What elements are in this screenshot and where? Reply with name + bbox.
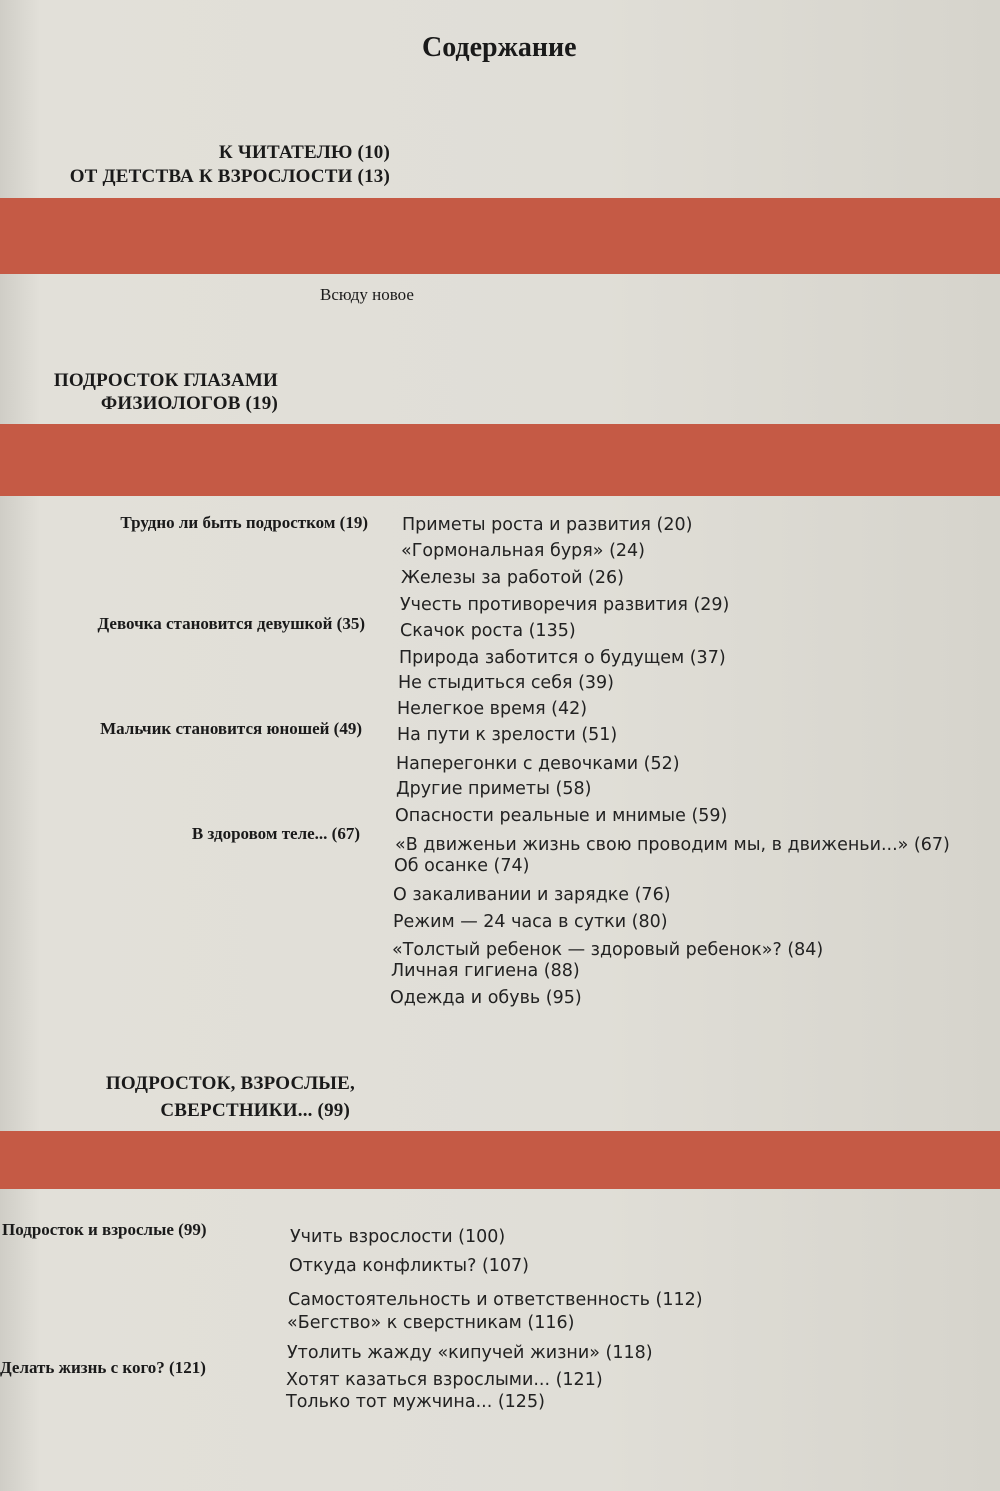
toc-item[interactable]: Природа заботится о будущем (37) [399, 648, 726, 668]
toc-item[interactable]: Опасности реальные и мнимые (59) [395, 806, 728, 826]
toc-group-label[interactable]: Подросток и взрослые (99) [2, 1220, 207, 1239]
red-band [0, 424, 1000, 496]
toc-item[interactable]: Об осанке (74) [394, 856, 530, 876]
section-heading-peers-1: ПОДРОСТОК, ВЗРОСЛЫЕ, [105, 1073, 355, 1094]
section-heading-physiology-1: ПОДРОСТОК ГЛАЗАМИ [53, 370, 278, 391]
toc-item[interactable]: Скачок роста (135) [400, 621, 576, 641]
toc-item[interactable]: Железы за работой (26) [401, 568, 624, 588]
toc-item[interactable]: Хотят казаться взрослыми... (121) [286, 1370, 603, 1390]
toc-item[interactable]: Самостоятельность и ответственность (112) [288, 1290, 703, 1310]
toc-item[interactable]: Нелегкое время (42) [397, 699, 588, 719]
toc-item[interactable]: Утолить жажду «кипучей жизни» (118) [287, 1343, 653, 1363]
toc-item[interactable]: Приметы роста и развития (20) [402, 515, 693, 535]
toc-item[interactable]: Режим — 24 часа в сутки (80) [393, 912, 668, 932]
toc-item[interactable]: Учить взрослости (100) [290, 1227, 506, 1247]
toc-item[interactable]: Только тот мужчина... (125) [286, 1392, 545, 1412]
toc-group-label[interactable]: Трудно ли быть подростком (19) [120, 513, 368, 532]
toc-item[interactable]: О закаливании и зарядке (76) [393, 885, 671, 905]
toc-item[interactable]: Учесть противоречия развития (29) [400, 595, 730, 615]
red-band [0, 1131, 1000, 1189]
red-band [0, 198, 1000, 274]
toc-item[interactable]: «Толстый ребенок — здоровый ребенок»? (84) [392, 940, 824, 960]
toc-item[interactable]: Не стыдиться себя (39) [398, 673, 615, 693]
toc-intro-childhood[interactable]: ОТ ДЕТСТВА К ВЗРОСЛОСТИ (13) [69, 166, 390, 187]
toc-item[interactable]: На пути к зрелости (51) [397, 725, 618, 745]
toc-item[interactable]: Одежда и обувь (95) [390, 988, 582, 1008]
toc-group-label[interactable]: Делать жизнь с кого? (121) [0, 1358, 206, 1377]
toc-item[interactable]: «Гормональная буря» (24) [401, 541, 646, 561]
toc-item[interactable]: «В движеньи жизнь свою проводим мы, в движеньи...» (67) [395, 835, 950, 855]
toc-group-label[interactable]: Девочка становится девушкой (35) [97, 614, 365, 633]
toc-group-label[interactable]: Мальчик становится юношей (49) [100, 719, 362, 738]
toc-item[interactable]: Личная гигиена (88) [391, 961, 580, 981]
toc-item[interactable]: Наперегонки с девочками (52) [396, 754, 680, 774]
section-heading-peers-2: СВЕРСТНИКИ... (99) [160, 1100, 350, 1121]
toc-item[interactable]: «Бегство» к сверстникам (116) [287, 1313, 575, 1333]
toc-item[interactable]: Откуда конфликты? (107) [289, 1256, 530, 1276]
toc-intro-reader[interactable]: К ЧИТАТЕЛЮ (10) [218, 142, 390, 163]
section-heading-physiology-2: ФИЗИОЛОГОВ (19) [100, 393, 278, 414]
toc-sub-new[interactable]: Всюду новое [320, 285, 414, 304]
page-title: Содержание [422, 32, 577, 63]
toc-group-label[interactable]: В здоровом теле... (67) [191, 824, 360, 843]
toc-item[interactable]: Другие приметы (58) [396, 779, 592, 799]
